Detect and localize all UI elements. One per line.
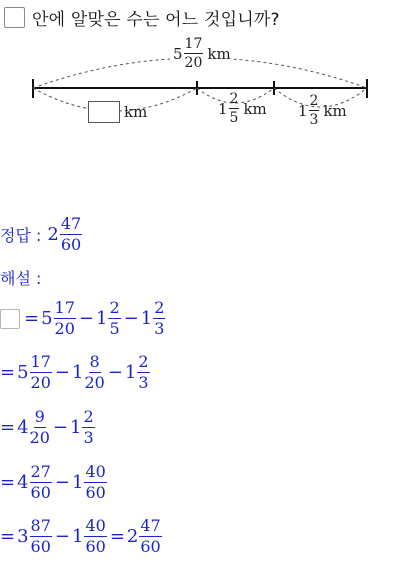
seg3-den: 3 (309, 112, 319, 128)
term-whole: 1 (72, 526, 84, 547)
term-whole: 1 (72, 362, 84, 383)
explanation-line-1 (0, 300, 166, 337)
term-fraction (84, 518, 106, 555)
denominator: 5 (109, 319, 120, 338)
answer-fraction (60, 216, 82, 253)
numerator: 40 (85, 516, 106, 535)
equals-sign: = (0, 526, 16, 547)
equals-sign: = (24, 308, 40, 329)
answer-num: 47 (60, 214, 82, 233)
denominator: 20 (29, 428, 50, 447)
blank-box-icon (0, 309, 20, 329)
answer-blank-box (88, 101, 120, 123)
explanation-line-4 (0, 464, 108, 501)
total-unit: km (207, 44, 231, 63)
numerator: 27 (30, 462, 51, 481)
term-fraction (84, 354, 104, 391)
answer-whole: 2 (47, 224, 59, 245)
equals-sign: = (0, 362, 16, 383)
denominator: 20 (54, 319, 75, 338)
equals-sign: = (0, 417, 16, 438)
answer-label: 정답 : (0, 226, 42, 245)
minus-sign: − (107, 362, 123, 383)
seg2-unit: km (243, 99, 267, 118)
explanation-line-5 (0, 518, 163, 555)
denominator: 20 (84, 373, 105, 392)
numerator: 40 (85, 462, 106, 481)
numerator: 2 (83, 407, 94, 426)
question-row (4, 2, 280, 32)
minus-sign: − (54, 472, 70, 493)
equals-sign: = (109, 526, 125, 547)
seg2-num: 2 (229, 91, 239, 107)
numerator: 17 (30, 352, 51, 371)
numerator: 87 (30, 516, 51, 535)
result-whole: 2 (126, 526, 139, 547)
term-whole: 1 (140, 308, 153, 329)
term-fraction (153, 300, 165, 337)
minus-sign: − (78, 308, 94, 329)
denominator: 60 (85, 537, 106, 556)
numerator: 2 (154, 298, 165, 317)
seg2-fraction (229, 92, 240, 125)
distance-diagram (0, 36, 400, 136)
term-fraction (84, 464, 106, 501)
explanation-line-3 (0, 409, 96, 446)
numerator: 2 (138, 352, 149, 371)
minus-sign: − (52, 417, 68, 438)
term-fraction (137, 354, 149, 391)
minus-sign: − (123, 308, 139, 329)
numerator: 8 (89, 352, 100, 371)
denominator: 60 (30, 537, 51, 556)
denominator: 20 (30, 373, 51, 392)
answer-row (0, 216, 83, 253)
numerator: 2 (109, 298, 120, 317)
seg3-whole: 1 (298, 101, 308, 120)
seg2-whole: 1 (218, 99, 228, 118)
term-fraction (108, 300, 120, 337)
term-fraction (30, 409, 50, 446)
term-fraction (82, 409, 94, 446)
term-whole: 1 (70, 417, 82, 438)
denominator: 60 (30, 483, 51, 502)
term-whole: 4 (17, 417, 29, 438)
explanation-label-row (0, 266, 41, 288)
denominator: 3 (138, 373, 149, 392)
seg2-den: 5 (229, 110, 239, 126)
term-fraction (30, 354, 52, 391)
term-whole: 5 (41, 308, 53, 329)
denominator: 60 (85, 483, 106, 502)
unknown-label (88, 101, 147, 123)
explanation-line-2 (0, 354, 151, 391)
seg3-unit: km (323, 101, 347, 120)
denominator: 3 (83, 428, 94, 447)
numerator: 47 (140, 516, 161, 535)
term-fraction (30, 464, 52, 501)
term-whole: 5 (17, 362, 29, 383)
seg3-label (298, 94, 347, 127)
seg2-label (218, 92, 267, 125)
term-whole: 4 (17, 472, 29, 493)
question-text: 안에 알맞은 수는 어느 것입니까? (32, 9, 280, 30)
total-fraction (184, 37, 204, 70)
explanation-label: 해설 : (0, 268, 42, 288)
numerator: 17 (54, 298, 75, 317)
total-num: 17 (184, 36, 203, 52)
unknown-unit: km (124, 103, 148, 121)
seg3-fraction (309, 94, 320, 127)
blank-box-icon (4, 7, 25, 28)
term-fraction (30, 518, 52, 555)
total-whole: 5 (173, 44, 183, 63)
denominator: 60 (140, 537, 161, 556)
result-fraction (139, 518, 161, 555)
term-fraction (54, 300, 76, 337)
numerator: 9 (34, 407, 45, 426)
total-den: 20 (184, 55, 203, 71)
term-whole: 3 (17, 526, 29, 547)
denominator: 3 (154, 319, 165, 338)
total-label (170, 37, 234, 70)
term-whole: 1 (96, 308, 108, 329)
answer-den: 60 (60, 235, 82, 254)
term-whole: 1 (124, 362, 137, 383)
minus-sign: − (54, 362, 70, 383)
seg3-num: 2 (309, 93, 319, 109)
equals-sign: = (0, 472, 16, 493)
minus-sign: − (54, 526, 70, 547)
term-whole: 1 (72, 472, 84, 493)
